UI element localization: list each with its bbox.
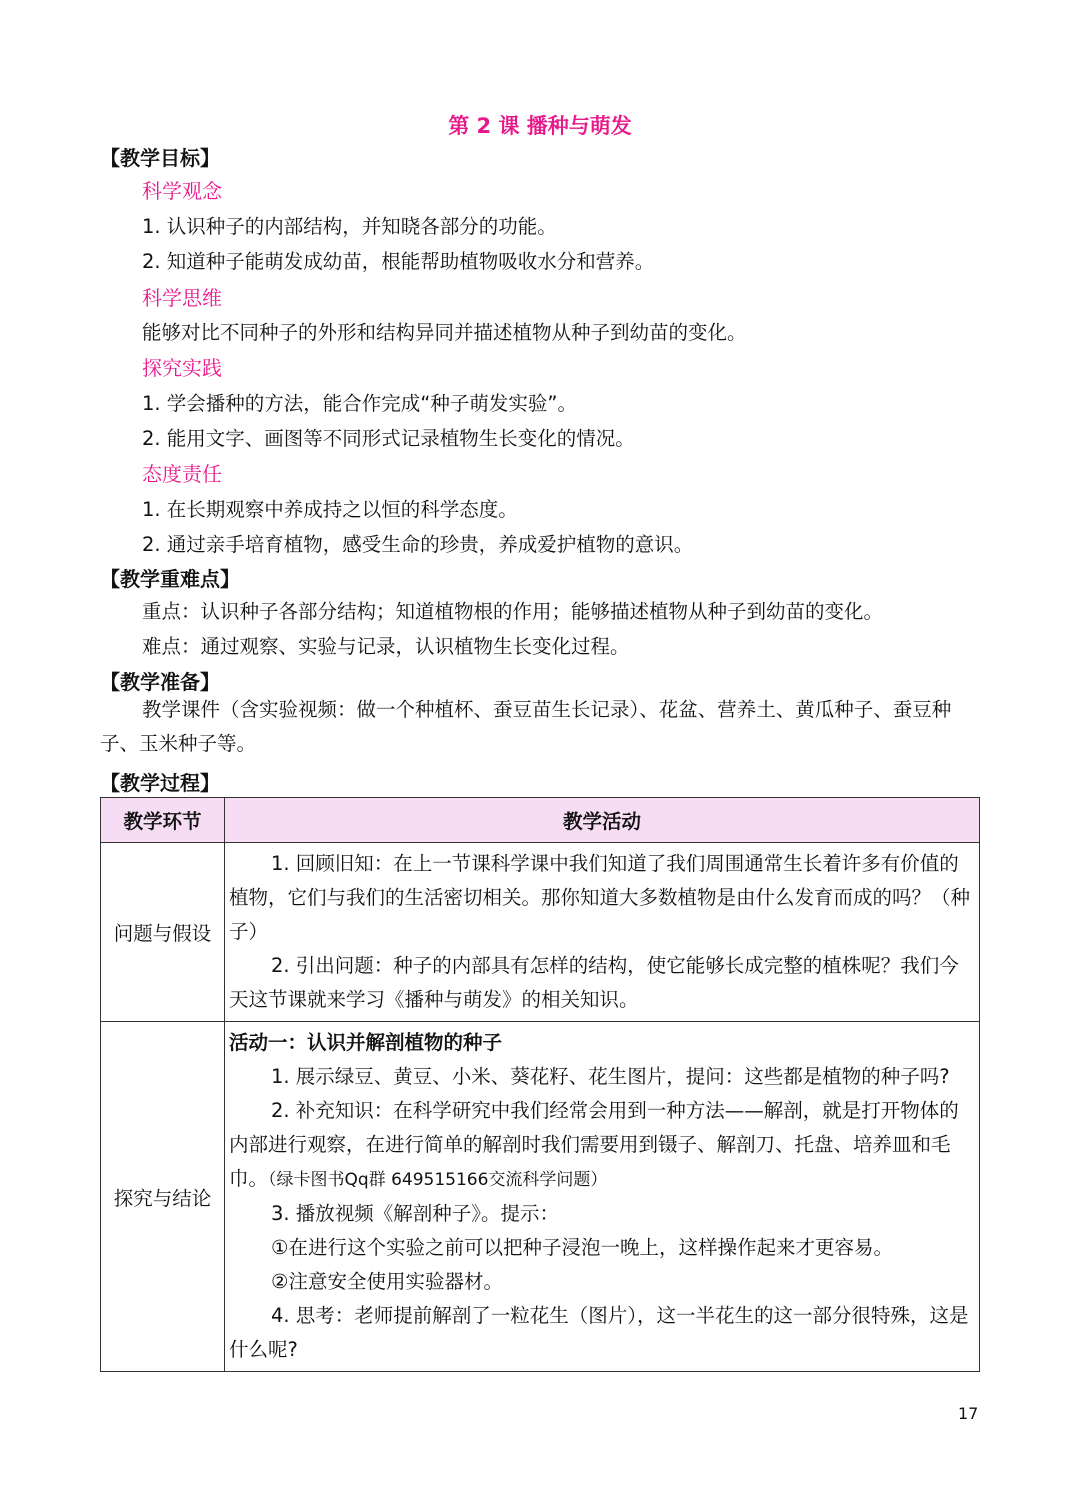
key-point-difficulty: 难点：通过观察、实验与记录，认识植物生长变化过程。 [142, 635, 630, 658]
thinking-item-1: 能够对比不同种子的外形和结构异同并描述植物从种子到幼苗的变化。 [142, 321, 747, 344]
group-note: （绿卡图书Qq群 649515166交流科学问题） [268, 1170, 608, 1190]
attitude-item-2: 2. 通过亲手培育植物，感受生命的珍贵，养成爱护植物的意识。 [142, 533, 694, 556]
activity-paragraph: 2. 引出问题：种子的内部具有怎样的结构，使它能够长成完整的植株呢？我们今天这节课就来学习《播种与萌发》的相关知识。 [229, 954, 959, 1011]
subheading-concept: 科学观念 [142, 179, 222, 203]
tip-item: ①在进行这个实验之前可以把种子浸泡一晚上，这样操作起来才更容易。 [271, 1236, 893, 1259]
page-title: 第 2 课 播种与萌发 [448, 114, 632, 138]
activity-title: 活动一：认识并解剖植物的种子 [229, 1031, 503, 1054]
stage-cell: 探究与结论 [101, 1022, 225, 1372]
table-row [101, 1022, 980, 1372]
concept-item-1: 1. 认识种子的内部结构，并知晓各部分的功能。 [142, 215, 557, 238]
practice-item-2: 2. 能用文字、画图等不同形式记录植物生长变化的情况。 [142, 427, 635, 450]
tip-item: ②注意安全使用实验器材。 [271, 1270, 503, 1293]
section-key-points: 【教学重难点】 [100, 567, 240, 591]
table-header-row [101, 798, 980, 843]
activity-paragraph: 1. 回顾旧知：在上一节课科学课中我们知道了我们周围通常生长着许多有价值的植物，它们与我们的生活密切相关。那你知道大多数植物是由什么发育而成的吗？（种子） [229, 852, 971, 943]
section-preparation: 【教学准备】 [100, 670, 220, 694]
header-stage: 教学环节 [101, 798, 225, 843]
preparation-text: 教学课件（含实验视频：做一个种植杯、蚕豆苗生长记录）、花盆、营养土、黄瓜种子、蚕豆种子、玉米种子等。 [100, 698, 952, 755]
subheading-thinking: 科学思维 [142, 286, 222, 310]
activity-paragraph: 3. 播放视频《解剖种子》。提示： [271, 1202, 560, 1225]
table-row [101, 843, 980, 1022]
activity-text: 2. 补充知识：在科学研究中我们经常会用到一种方法——解剖，就是打开物体的内部进行观察，在进行简单的解剖时我们需要用到镊子、解剖刀、托盘、培养皿和毛巾。 [229, 1099, 959, 1190]
activity-paragraph [229, 1094, 971, 1197]
key-point-focus: 重点：认识种子各部分结构；知道植物根的作用；能够描述植物从种子到幼苗的变化。 [142, 600, 884, 623]
practice-item-1: 1. 学会播种的方法，能合作完成“种子萌发实验”。 [142, 392, 578, 415]
page-number: 17 [958, 1404, 979, 1423]
section-process: 【教学过程】 [100, 771, 220, 795]
subheading-practice: 探究实践 [142, 356, 222, 380]
activity-paragraph: 4. 思考：老师提前解剖了一粒花生（图片），这一半花生的这一部分很特殊，这是什么呢? [229, 1304, 969, 1361]
activity-cell [225, 1022, 980, 1372]
header-activity: 教学活动 [225, 798, 980, 843]
activity-cell [225, 843, 980, 1022]
section-objectives: 【教学目标】 [100, 146, 220, 170]
subheading-attitude: 态度责任 [142, 462, 222, 486]
process-table [100, 797, 980, 1372]
activity-paragraph: 1. 展示绿豆、黄豆、小米、葵花籽、花生图片，提问：这些都是植物的种子吗? [271, 1065, 950, 1088]
concept-item-2: 2. 知道种子能萌发成幼苗，根能帮助植物吸收水分和营养。 [142, 250, 655, 273]
stage-cell: 问题与假设 [101, 843, 225, 1022]
attitude-item-1: 1. 在长期观察中养成持之以恒的科学态度。 [142, 498, 518, 521]
